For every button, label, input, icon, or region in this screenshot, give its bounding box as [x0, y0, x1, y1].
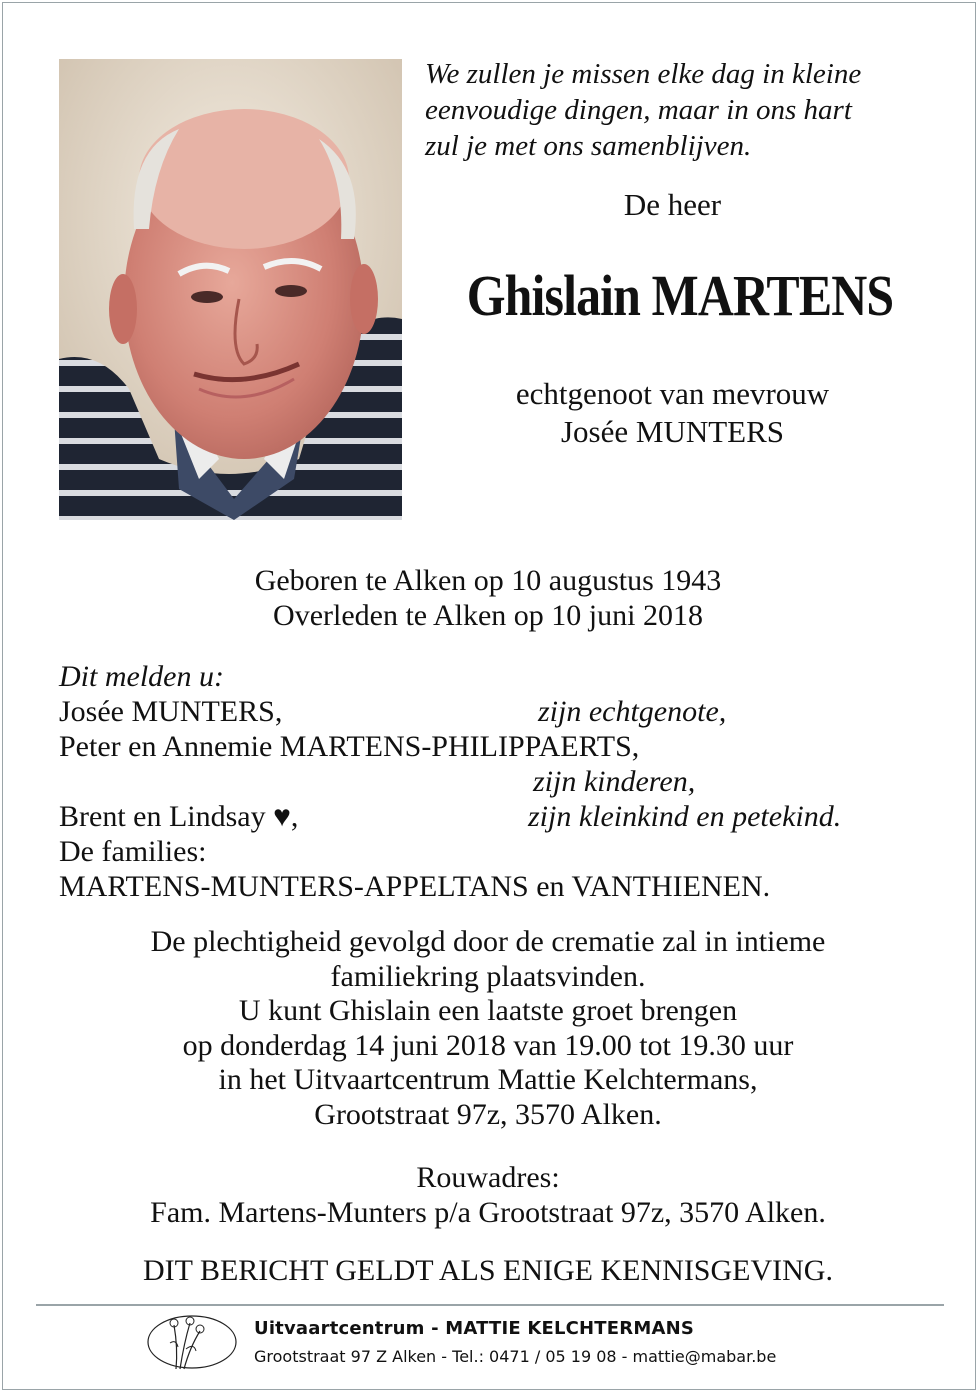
honorific: De heer [623, 187, 722, 222]
ceremony-line: U kunt Ghislain een laatste groet brengen [238, 994, 738, 1027]
relative-name: MARTENS-MUNTERS-APPELTANS en VANTHIENEN. [59, 870, 771, 903]
address-label: Rouwadres: [416, 1161, 560, 1194]
ceremony-line: familiekring plaatsvinden. [330, 959, 646, 993]
announcement-row [59, 729, 939, 764]
poem-line: We zullen je missen elke dag in kleine [425, 58, 862, 90]
relative-name: Brent en Lindsay ♥, [59, 800, 299, 833]
funeral-home-name: Uitvaartcentrum - MATTIE KELCHTERMANS [254, 1318, 695, 1339]
spouse-line: echtgenoot van mevrouw [515, 376, 830, 411]
announcement-row [59, 799, 939, 834]
poem-line: zul je met ons samenblijven. [425, 130, 752, 162]
announcement-intro: Dit melden u: [59, 660, 224, 693]
ceremony-line: Grootstraat 97z, 3570 Alken. [314, 1097, 662, 1131]
announcement [59, 659, 939, 904]
relation-label: zijn kinderen, [533, 765, 696, 798]
relative-name: De families: [59, 835, 207, 868]
announcement-row [59, 694, 939, 729]
footer-divider [36, 1304, 944, 1306]
birth-line: Geboren te Alken op 10 augustus 1943 [254, 564, 722, 597]
funeral-home-contact: Grootstraat 97 Z Alken - Tel.: 0471 / 05 19 08 - mattie@mabar.be [254, 1347, 777, 1366]
mourning-address [0, 1160, 976, 1230]
portrait-photo-icon [59, 59, 402, 520]
ceremony-line: op donderdag 14 juni 2018 van 19.00 tot 19.30 uur [182, 1028, 794, 1062]
spouse-info [425, 375, 920, 451]
ceremony-line: in het Uitvaartcentrum Mattie Kelchtermans, [218, 1063, 758, 1096]
ceremony-info [0, 925, 976, 1132]
notice: DIT BERICHT GELDT ALS ENIGE KENNISGEVING. [143, 1254, 833, 1287]
announcement-row [59, 869, 939, 904]
portrait-photo [59, 59, 402, 520]
relative-name: Josée MUNTERS, [59, 695, 283, 728]
life-dates [0, 563, 976, 633]
spouse-name: Josée MUNTERS [560, 414, 785, 449]
deceased-name: Ghislain MARTENS [466, 263, 894, 328]
poem-line: eenvoudige dingen, maar in ons hart [425, 94, 852, 126]
relation-label: zijn kleinkind en petekind. [528, 800, 842, 833]
death-line: Overleden te Alken op 10 juni 2018 [273, 599, 703, 632]
flower-logo-icon [146, 1313, 238, 1371]
address-line: Fam. Martens-Munters p/a Grootstraat 97z, 3570 Alken. [150, 1196, 826, 1229]
ceremony-line: De plechtigheid gevolgd door de crematie zal in intieme [150, 925, 826, 958]
announcement-row [59, 764, 939, 799]
poem [425, 56, 945, 164]
relation-label: zijn echtgenote, [538, 695, 727, 728]
announcement-row [59, 834, 939, 869]
relative-name: Peter en Annemie MARTENS-PHILIPPAERTS, [59, 730, 640, 763]
